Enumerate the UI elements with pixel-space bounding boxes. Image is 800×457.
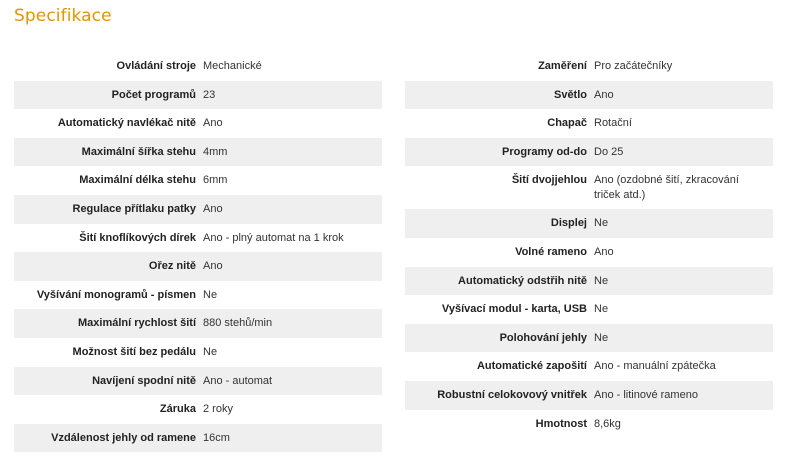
spec-label: Vzdálenost jehly od ramene: [51, 431, 196, 444]
spec-value: Ano: [203, 117, 223, 130]
spec-value: 4mm: [203, 145, 228, 158]
spec-row: [405, 52, 773, 81]
spec-label: Ovládání stroje: [116, 60, 196, 72]
spec-row: [405, 324, 773, 353]
spec-row: [405, 295, 773, 324]
spec-row: [405, 238, 773, 267]
spec-row: [14, 166, 382, 195]
spec-label: Počet programů: [111, 88, 196, 101]
spec-row: [14, 424, 382, 453]
spec-value: 23: [203, 88, 216, 101]
spec-row: [14, 252, 382, 281]
spec-label: Navíjení spodní nitě: [92, 374, 196, 387]
spec-value: 16cm: [203, 431, 230, 444]
spec-label: Možnost šití bez pedálu: [72, 345, 196, 358]
spec-value: 8,6kg: [594, 417, 621, 430]
spec-row: [405, 166, 773, 209]
spec-value: Do 25: [594, 145, 624, 158]
spec-value: 6mm: [203, 174, 228, 187]
spec-row: [405, 381, 773, 410]
spec-row: [405, 109, 773, 138]
spec-label: Maximální délka stehu: [79, 174, 196, 187]
spec-label: Ořez nitě: [148, 260, 196, 273]
spec-value: Rotační: [594, 117, 632, 130]
spec-value: Ano (ozdobné šití, zkracování triček atd.): [594, 174, 739, 202]
spec-row: [405, 267, 773, 296]
spec-value: 2 roky: [203, 403, 233, 416]
spec-label: Vyšívání monogramů - písmen: [36, 288, 196, 301]
spec-label: Maximální rychlost šití: [78, 317, 196, 330]
spec-label: Robustní celokovový vnitřek: [437, 388, 587, 401]
spec-value: Ano - litinové rameno: [594, 388, 698, 401]
spec-label: Zaměření: [538, 60, 587, 72]
spec-value: Ano: [594, 88, 614, 101]
spec-label: Šití knoflíkových dírek: [79, 231, 196, 244]
spec-value: Ano - manuální zpátečka: [594, 360, 716, 373]
spec-row: [14, 367, 382, 396]
spec-label: Šití dvojjehlou: [511, 174, 587, 187]
spec-label: Světlo: [553, 88, 587, 101]
spec-value: Mechanické: [203, 60, 262, 72]
spec-row: [14, 109, 382, 138]
spec-value: Ne: [594, 331, 609, 344]
spec-value: Ano: [203, 202, 223, 215]
spec-label: Hmotnost: [535, 417, 587, 430]
spec-row: [405, 81, 773, 110]
section-title: Specifikace: [14, 6, 112, 26]
spec-row: [14, 52, 382, 81]
spec-column-left: [14, 52, 382, 452]
spec-row: [14, 81, 382, 110]
spec-row: [14, 224, 382, 253]
spec-row: [405, 138, 773, 167]
spec-value: Ne: [203, 345, 218, 358]
spec-row: [14, 395, 382, 424]
spec-row: [14, 338, 382, 367]
spec-value: Ne: [594, 303, 609, 316]
spec-label: Automatický navlékač nitě: [57, 117, 196, 130]
spec-value: 880 stehů/min: [203, 317, 273, 330]
spec-label: Záruka: [159, 403, 196, 416]
spec-label: Volné rameno: [515, 245, 587, 258]
spec-row: [14, 309, 382, 338]
spec-value: Ano - automat: [203, 374, 273, 387]
spec-row: [405, 352, 773, 381]
spec-label: Vyšívací modul - karta, USB: [441, 303, 587, 316]
spec-row: [14, 138, 382, 167]
spec-value: Ne: [594, 217, 609, 230]
spec-label: Automatický odstřih nitě: [458, 274, 587, 287]
spec-label: Regulace přítlaku patky: [72, 202, 196, 215]
spec-label: Programy od-do: [502, 145, 587, 158]
spec-row: [14, 281, 382, 310]
spec-label: Automatické zapošití: [476, 360, 587, 373]
spec-label: Maximální šířka stehu: [81, 145, 196, 158]
spec-row: [14, 195, 382, 224]
spec-value: Ano: [203, 260, 223, 273]
spec-label: Polohování jehly: [499, 331, 587, 344]
spec-value: Pro začátečníky: [594, 60, 673, 72]
spec-row: [405, 209, 773, 238]
spec-value: Ano: [594, 245, 614, 258]
spec-row: [405, 410, 773, 439]
spec-column-right: [405, 52, 773, 438]
spec-label: Displej: [550, 217, 587, 230]
spec-value: Ne: [203, 288, 218, 301]
spec-value: Ne: [594, 274, 609, 287]
spec-label: Chapač: [547, 117, 587, 130]
spec-value: Ano - plný automat na 1 krok: [203, 231, 344, 244]
